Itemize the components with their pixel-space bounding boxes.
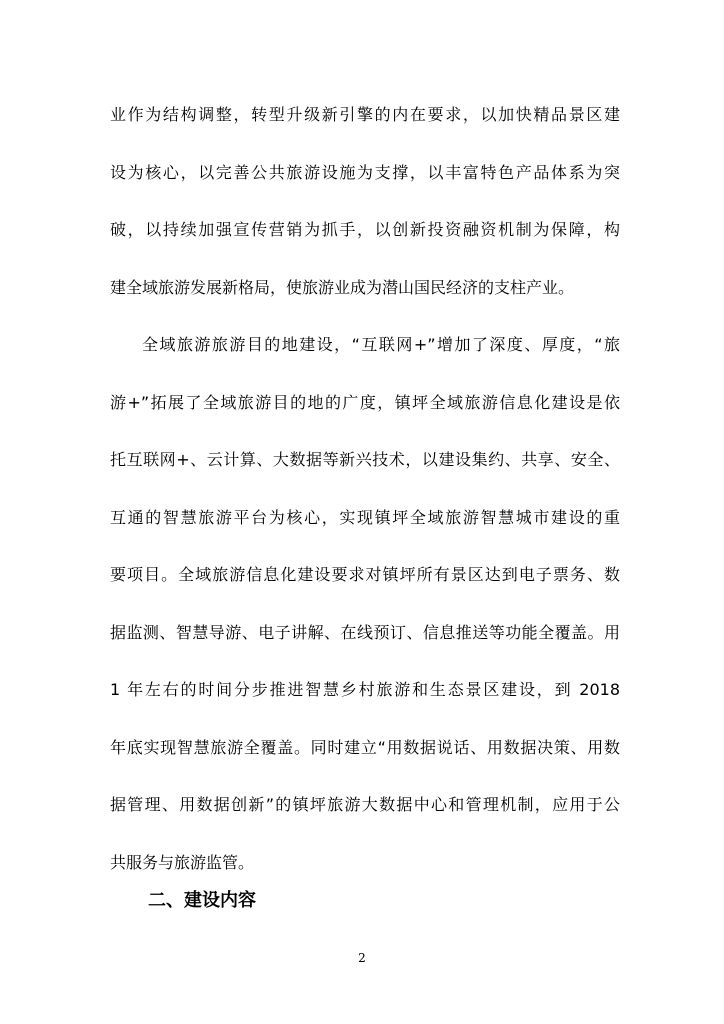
text-line: 年底实现智慧旅游全覆盖。同时建立“用数据说话、用数据决策、用数 <box>110 737 620 757</box>
paragraph-first-line: 全域旅游旅游目的地建设，“互联网+”增加了深度、厚度，“旅 <box>142 335 620 354</box>
page-number: 2 <box>358 951 366 965</box>
text-line: 1 年左右的时间分步推进智慧乡村旅游和生态景区建设，到 2018 <box>110 680 620 699</box>
text-line: 建全域旅游发展新格局，使旅游业成为潜山国民经济的支柱产业。 <box>110 277 575 297</box>
text-line: 业作为结构调整，转型升级新引擎的内在要求，以加快精品景区建 <box>110 105 620 124</box>
text-line: 互通的智慧旅游平台为核心，实现镇坪全域旅游智慧城市建设的重 <box>110 507 620 527</box>
text-line: 据监测、智慧导游、电子讲解、在线预订、信息推送等功能全覆盖。用 <box>110 622 620 642</box>
text-line: 托互联网+、云计算、大数据等新兴技术，以建设集约、共享、安全、 <box>110 450 620 469</box>
text-line: 游+”拓展了全域旅游目的地的广度，镇坪全域旅游信息化建设是依 <box>110 392 620 412</box>
text-line: 共服务与旅游监管。 <box>110 852 255 872</box>
section-heading: 二、建设内容 <box>148 890 256 911</box>
text-line: 设为核心，以完善公共旅游设施为支撑，以丰富特色产品体系为突 <box>110 162 620 182</box>
text-line: 破，以持续加强宣传营销为抓手，以创新投资融资机制为保障，构 <box>110 220 620 239</box>
body-text <box>110 97 620 902</box>
text-line: 要项目。全域旅游信息化建设要求对镇坪所有景区达到电子票务、数 <box>110 565 620 584</box>
text-line: 据管理、用数据创新”的镇坪旅游大数据中心和管理机制，应用于公 <box>110 795 620 814</box>
